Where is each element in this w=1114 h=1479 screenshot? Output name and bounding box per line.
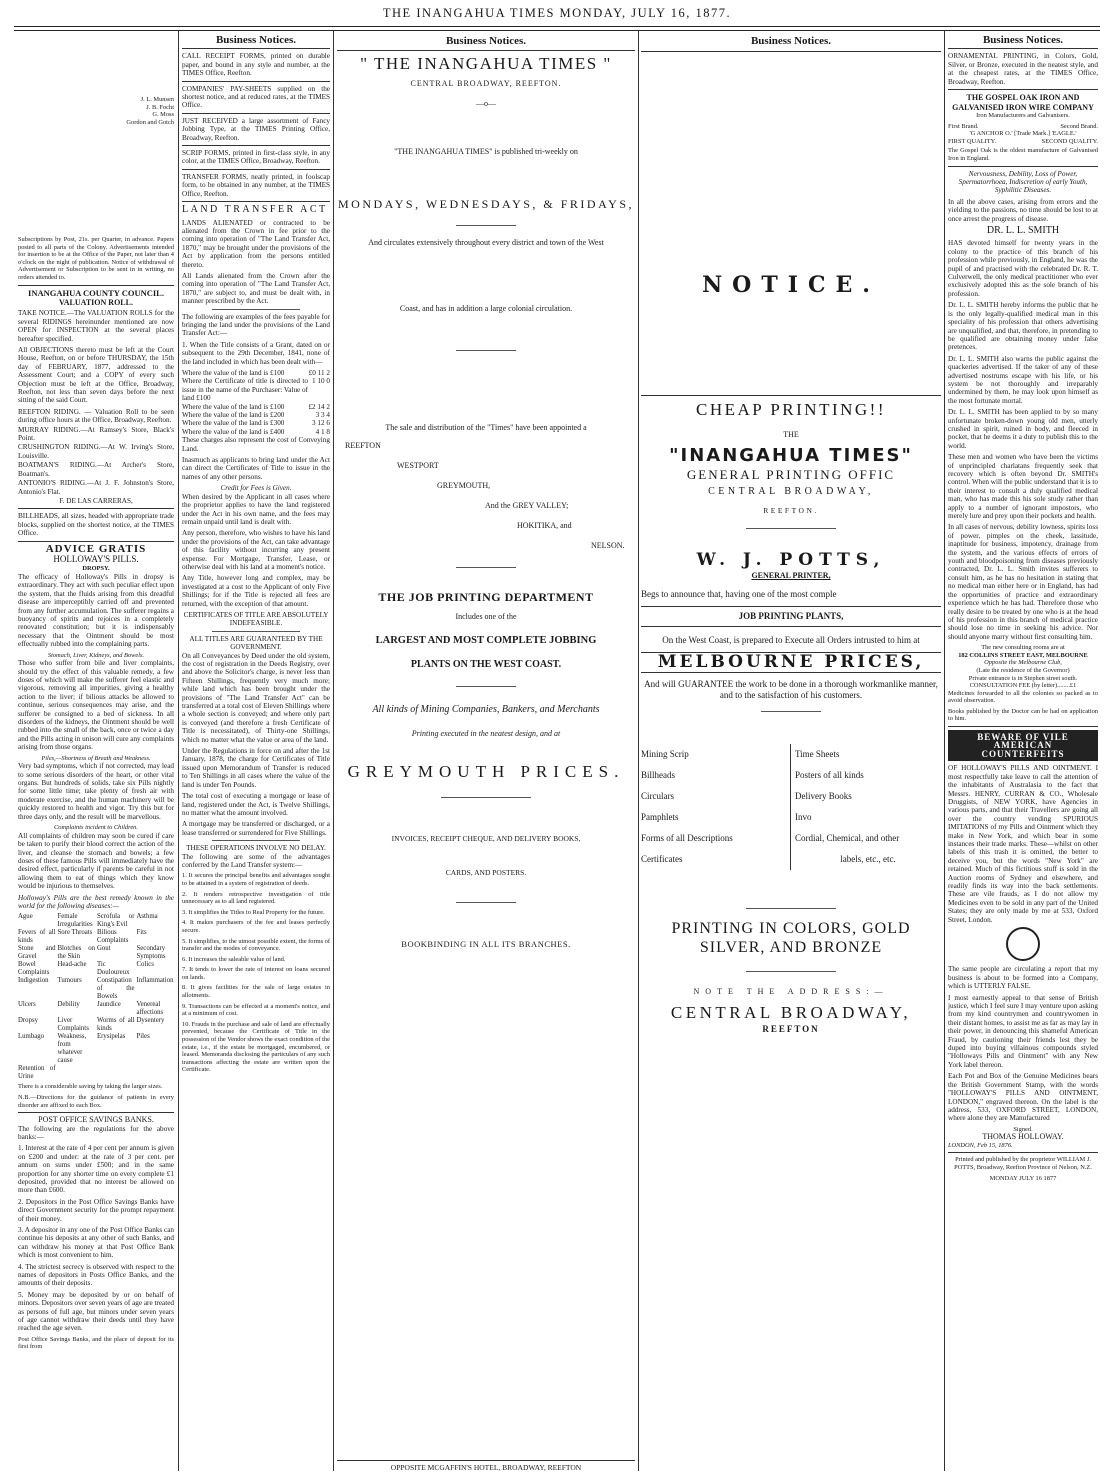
plants-line: JOB PRINTING PLANTS, xyxy=(738,611,844,621)
broadway-line: CENTRAL BROADWAY, xyxy=(708,486,874,497)
mortgage-text: A mortgage may be transferred or discharged, or a lease transferred or surrendered for Five Shillings. xyxy=(182,820,330,837)
disease-item: Head-ache xyxy=(57,961,87,969)
disease-item: Tumours xyxy=(57,977,82,985)
children-title: Complaints incident to Children. xyxy=(54,824,138,832)
largest-line: LARGEST AND MOST COMPLETE JOBBING xyxy=(375,635,597,646)
breath-text: Very bad symptoms, which if not corrected, may lead to some serious disorders of the heart, or other vital organs. But hundreds of solids, take six Pills nightly for some little time; take plenty of fresh air with moderate exercise, and the human machinery will be quickly restored to health and vigor. Try this but for three days only, and the result will be marvellous. xyxy=(18,762,174,821)
total-cost-text: The total cost of executing a mortgage or lease of land, registered under the Act, is Twelve Shillings, no matter what the amount involved. xyxy=(182,792,330,817)
service-item: Mining Scrip xyxy=(641,749,689,759)
invoices-line: INVOICES, RECEIPT CHEQUE, AND DELIVERY BOOKS, xyxy=(391,834,581,843)
riding-item: ANTONIO'S RIDING.—At J. F. Johnston's Store, Antonio's Flat. xyxy=(18,479,174,496)
fee-row xyxy=(182,411,330,419)
fee-amount: 4 1 8 xyxy=(315,427,330,436)
land-intro: LANDS ALIENATED or contracted to be alienated from the Crown in fee prior to the coming into operation of "The Land Transfer Act, 1870," may be brought under the provisions of the Act by application from the persons entitled thereto. xyxy=(182,218,330,269)
masthead-rule-thin xyxy=(14,30,1100,31)
disease-item: Sore Throats xyxy=(57,929,93,937)
billheads-notice: BILLHEADS, all sizes, headed with appropriate trade blocks, supplied on the shortest notice, at the TIMES Office. xyxy=(18,512,174,538)
disease-item: Secondary Symptoms xyxy=(136,945,166,961)
bookbinding-line: BOOKBINDING IN ALL ITS BRANCHES. xyxy=(401,939,571,949)
plants-line: PLANTS ON THE WEST COAST. xyxy=(410,659,562,670)
begs-line: Begs to announce that, having one of the most comple xyxy=(641,589,837,599)
disease-item: Lumbago xyxy=(18,1033,45,1041)
service-item: Time Sheets xyxy=(795,749,840,759)
column-header: Business Notices. xyxy=(215,34,297,46)
holloway-title: HOLLOWAY'S PILLS. xyxy=(53,553,139,564)
london-date: LONDON, Feb 15, 1876. xyxy=(948,1141,1013,1149)
towns-list xyxy=(337,441,635,561)
town: REEFTON xyxy=(345,441,381,450)
valuation-notice: TAKE NOTICE.—The VALUATION ROLLS for the several RIDINGS hereinunder mentioned are now OPEN for INSPECTION at the several places hereafter specified. xyxy=(18,309,174,343)
service-item: labels, etc., etc. xyxy=(840,854,896,864)
ornamental-notice: ORNAMENTAL PRINTING, in Colors, Gold, Silver, or Bronze, executed in the neatest style, and at the cheapest rates, at the TIMES Office, Broadway, Reefton. xyxy=(948,52,1098,86)
disease-item: Worms of all kinds xyxy=(97,1017,135,1033)
town: And the GREY VALLEY; xyxy=(485,501,569,510)
advantage-item: 8. It gives facilities for the sale of large estates in allotments. xyxy=(182,984,330,1000)
services-list xyxy=(641,744,941,870)
fee-table xyxy=(182,369,330,436)
disease-item: Dropsy xyxy=(18,1017,39,1025)
note-address: NOTE THE ADDRESS:— xyxy=(693,987,889,996)
valuation-title: VALUATION ROLL. xyxy=(59,297,133,307)
coast-line: Coast, and has in addition a large colonial circulation. xyxy=(399,304,573,313)
fee-amount: £0 11 2 xyxy=(308,369,330,377)
disease-item: Liver Complaints xyxy=(57,1017,89,1033)
children-text: All complaints of children may soon be cured if care be taken to purify their blood correct the action of the liver, and cleanse the stomach and bowels; a few doses of these famous Pills will immediately have the desired effect, particularly if parents be careful in not allowing them to eat of things which they know would be injurious to themselves. xyxy=(18,831,174,891)
fee-description: Where the value of the land is £100 xyxy=(182,402,285,411)
forwarded-line: Medicines forwarded to all the colonies so packed as to avoid observation. xyxy=(948,689,1098,705)
disease-item: Venereal affections xyxy=(136,1001,164,1017)
postoffice-item: 2. Depositors in the Post Office Savings Banks have direct Government security for the prompt repayment of their money. xyxy=(18,1197,174,1223)
times-address: CENTRAL BROADWAY, REEFTON. xyxy=(410,79,562,88)
disease-item: Gout xyxy=(97,945,111,953)
jobbing-notice: JUST RECEIVED a large assortment of Fancy Jobbing Type, at the TIMES Printing Office, Broadway, Reefton. xyxy=(182,116,330,142)
quality-second: SECOND QUALITY. xyxy=(1041,137,1098,145)
smith-p3: Dr. L. L. SMITH also warns the public against the quackeries advertised. If the taker of any of these advertised nostrums escape with his life, or his system be not thoroughly and irreparably undermined by them, he may look upon himself as the most fortunate mortal. xyxy=(948,354,1098,405)
riding-item: BOATMAN'S RIDING.—At Archer's Store, Boatman's. xyxy=(18,461,174,478)
brand-second: Second Brand. xyxy=(1060,122,1098,130)
cheap-printing: CHEAP PRINTING!! xyxy=(695,400,886,419)
gospel-sub: Iron Manufacturers and Galvanisers. xyxy=(976,112,1070,120)
fee-description: Where the value of the land is £400 xyxy=(182,427,285,436)
advantage-item: 4. It makes purchasers of the fee and leases perfectly secure. xyxy=(182,919,330,934)
riding-item: REEFTON RIDING. — Valuation Roll to be seen during office hours at the Office, Broadway, Reefton. xyxy=(18,407,174,425)
disease-item: Female Irregularities xyxy=(57,913,93,929)
certificates-title: CERTIFICATES OF TITLE ARE ABSOLUTELY INDEFEASIBLE. xyxy=(183,610,329,628)
advantages-intro: The following are some of the advantages conferred by the Land Transfer system:— xyxy=(182,852,330,869)
dropsy-title: DROPSY. xyxy=(82,565,110,573)
the-label: THE xyxy=(783,430,799,439)
column-divider xyxy=(178,30,179,1471)
column-header: Business Notices. xyxy=(982,34,1064,46)
column-divider xyxy=(333,30,334,1471)
fee-row xyxy=(182,419,330,427)
service-item: Billheads xyxy=(641,770,675,780)
guarantee-text: On all Conveyances by Deed under the old system, the cost of registration in the Deeds Registry, over and above the Solicitor's charge, is never less than Fifteen Shillings, frequently very much more; while land which has been brought under the provisions of "The Land Transfer Act" can be transferred at a total cost of Eleven Shillings where a whole section is conveyed; and where only part is conveyed (and therefore a fresh Certificate of Title is necessitated), of Thirty-one Shillings, which no matter what the value or area of the land. xyxy=(182,651,330,744)
disease-item: Debility xyxy=(57,1001,80,1009)
smith-p6: In all cases of nervous, debility lowness, spirits loss of power, pimples on the cheek, lassitude, inaptitude for business, impotency, drainage from the system, and the various effects of errors of youth and bloodpoisoning from diseases previously contracted, Dr. L. L. Smith invites sufferers to consult him, as he has no hesitation in stating that no medical man either here or in England, has had the opportunities of practice and extraordinary experience which he has had. Therefore those who really desire to be treated by one who is at the head of his profession in this branch of medical practice should lose no time in seeking his advice. Nor should anyone marry without first consulting him. xyxy=(948,523,1098,641)
disease-item: Blotches on the Skin xyxy=(57,945,95,961)
service-item: Pamphlets xyxy=(641,812,679,822)
address-line: 182 COLLINS STREET EAST, MELBOURNE xyxy=(958,651,1088,659)
column-3: Business Notices. " THE INANGAHUA TIMES " CENTRAL BROADWAY, REEFTON. —o— "THE INANGAHUA TIMES" is published tri-weekly on MONDAYS, WEDNESDAYS, & FRIDAYS, And circulates extensively throughout every district and town of the West Coast, and has in addition a large colonial circulation. The sale and distribution of the "Times" have been appointed a REEFTON WESTPORT GREYMOUTH, And the GREY VALLEY; HOKITIKA, and NELSON. THE JOB PRINTING DEPARTMENT Includes one of the LARGEST AND MOST COMPLETE JOBBING PLANTS ON THE WEST COAST. All kinds of Mining Companies, Bankers, and Merchants Printing executed in the neatest design, and at GREYMOUTH PRICES. INVOICES, RECEIPT CHEQUE, AND DELIVERY BOOKS, CARDS, AND POSTERS. BOOKBINDING IN ALL ITS BRANCHES. OPPOSITE MCGAFFIN'S HOTEL, BROADWAY, REEFTON xyxy=(338,35,634,1472)
disease-item: Fits xyxy=(136,929,147,937)
masthead-rule xyxy=(14,26,1100,27)
same-people: The same people are circulating a report that my business is about to be formed into a Company, which is UTTERLY FALSE. xyxy=(948,965,1098,991)
rooms-line: The new consulting rooms are at xyxy=(981,644,1065,652)
column-5 xyxy=(948,34,1098,1473)
fees-note: These charges also represent the cost of Conveying Land. xyxy=(182,436,330,453)
advantage-item: 9. Transactions can be effected at a moment's notice, and at a minimum of cost. xyxy=(182,1002,330,1018)
remedy-intro: Holloway's Pills are the best remedy known in the world for the following diseases:— xyxy=(18,893,174,910)
circulates-line: And circulates extensively throughout every district and town of the West xyxy=(368,238,604,247)
trademark-emblem xyxy=(1006,927,1040,961)
gospel-title: THE GOSPEL OAK IRON AND GALVANISED IRON WIRE COMPANY xyxy=(952,93,1094,112)
column-header: Business Notices. xyxy=(750,35,832,47)
disease-item: Bilious Complaints xyxy=(97,929,129,945)
disease-item: Fevers of all kinds xyxy=(18,929,56,945)
advantage-item: 10. Frauds in the purchase and sale of land are effectually prevented, because the Certificate of Title in the possession of the Vendor shows the exact condition of the estate, i.e., if the estate be mortgaged, encumbered, or leased. Memoranda disclosing the particulars of any such transactions affecting the estate are written upon the Certificate. xyxy=(182,1020,330,1074)
town: GREYMOUTH, xyxy=(437,481,491,490)
notice-title: NOTICE. xyxy=(702,272,880,298)
disease-item: Colics xyxy=(136,961,154,969)
smith-p5: These men and women who have been the victims of unprincipled charlatans frequently seek that recovery which is often beyond Dr. SMITH's control. When will the public understand that it is to their interest to consult a duly qualified medical man, who has made this his sole study rather than apply to a number of ignorant impostors, who merely lure and prey upon their pockets and health. xyxy=(948,453,1098,521)
imprint-block: J. L. Munsen J. B. Focht G. Moss Gordon and Gotch xyxy=(126,96,174,126)
greymouth-prices: GREYMOUTH PRICES. xyxy=(347,762,625,781)
postoffice-item: 5. Money may be deposited by or on behalf of minors. Depositors over seven years of age are treated as persons of full age, but minors under seven years of age cannot withdraw their deeds until they have reached the age seven. xyxy=(18,1290,174,1333)
stomach-text: Those who suffer from bile and liver complaints, should try the effect of this valuable remedy, a few doses of which will make the sufferer feel elastic and vigorous, removing all impurities, giving a healthy action to the liver; if bilious attacks be allowed to continue, serious consequences may arise, and the sufferer be consigned to a bed of sickness. In all disorders of the kidneys, the Ointment should be well rubbed into the small of the back, once or twice a day and the Pills acting in unison will cure any complaints arising from those organs. xyxy=(18,659,174,752)
credit-text: When desired by the Applicant in all cases where the proprietor applies to have the land registered under the Act in his own name, and the fees may remain unpaid until land is dealt with. xyxy=(182,492,330,526)
sale-line: The sale and distribution of the "Times" have been appointed a xyxy=(385,423,587,432)
advantage-item: 7. It tends to lower the rate of interest on loans secured on lands. xyxy=(182,966,330,981)
disease-item: Constipation of the Bowels xyxy=(97,977,135,1001)
disease-item: Asthma xyxy=(136,913,158,921)
disease-item: Ulcers xyxy=(18,1001,36,1009)
nb-note: N.B.—Directions for the guidance of patients in every disorder are affixed to each Box. xyxy=(18,1093,174,1109)
disease-item: Piles xyxy=(136,1033,150,1041)
quality-first: FIRST QUALITY. xyxy=(948,137,997,145)
column-4 xyxy=(641,34,941,1473)
ridings-list xyxy=(18,408,174,496)
all-kinds-line: All kinds of Mining Companies, Bankers, and Merchants xyxy=(372,704,600,715)
breath-title: Piles,—Shortness of Breath and Weakness. xyxy=(41,754,151,762)
private-line: Private entrance is in Stephen street south. xyxy=(968,674,1078,682)
times-heading: "INANGAHUA TIMES" xyxy=(669,445,913,466)
fee-row xyxy=(182,428,330,436)
fee-amount: £2 14 2 xyxy=(308,402,330,411)
fee-description: Where the value of the land is £100 xyxy=(182,369,285,377)
neatest-line: Printing executed in the neatest design, and at xyxy=(411,729,561,738)
postoffice-item: 1. Interest at the rate of 4 per cent per annum is given on £200 and under: at the rate of 3 per cent. per annum on sums under £500; and in the same proportion for any shorter time on every complete £1 deposited, provided that no interest be allowed on more than £600. xyxy=(18,1144,174,1195)
fee-amount: 1 10 0 xyxy=(312,377,330,386)
advantage-item: 1. It secures the principal benefits and advantages sought to be attained in a system of registration of deeds. xyxy=(182,872,330,887)
column-1 xyxy=(18,34,174,1473)
fee-row xyxy=(182,403,330,411)
fee-amount: 3 3 4 xyxy=(315,411,330,420)
includes-line: Includes one of the xyxy=(455,612,517,621)
fee-description: Where the value of the land is £200 xyxy=(182,411,285,420)
general-printer: GENERAL PRINTER, xyxy=(751,571,831,580)
nervous-title: Nervousness, Debility, Loss of Power, Spermatorrhoea, Indiscretion of early Youth, Syphilitic Diseases. xyxy=(958,169,1088,195)
land-intro-2: All Lands alienated from the Crown after the coming into operation of "The Land Transfer Act, 1870," are subject to, and must be dealt with, in manner prescribed by the Act. xyxy=(182,271,330,306)
brand-first: First Brand. xyxy=(948,122,979,130)
disease-item: Dysentery xyxy=(136,1017,165,1025)
masthead: THE INANGAHUA TIMES MONDAY, JULY 16, 1877. xyxy=(382,6,732,20)
disease-item: Stone and Gravel xyxy=(18,945,56,961)
any-title: Any Title, however long and complex, may be investigated at a cost to the Applicant of only Five Shillings; for if the Title is rejected all fees are returned, with the exception of that amount. xyxy=(182,574,330,608)
town: WESTPORT xyxy=(397,461,439,470)
advantage-item: 3. It simplifies the Titles to Real Property for the future. xyxy=(182,908,325,916)
fees-text: 1. When the Title consists of a Grant, dated on or subsequent to the 29th December, 1841, none of the land included in which has been dealt with— xyxy=(182,340,330,366)
disease-item: Bowel Complaints xyxy=(18,961,50,977)
late-line: (Late the residence of the Governor) xyxy=(976,666,1070,674)
transfer-notice: TRANSFER FORMS, neatly printed, in foolscap form, to be obtained in any number, at the TIMES Office, Reefton. xyxy=(182,172,330,198)
west-coast-line: On the West Coast, is prepared to Execute all Orders intrusted to him at xyxy=(662,635,920,645)
guarantee-title: ALL TITLES ARE GUARANTEED BY THE GOVERNMENT. xyxy=(189,634,323,652)
disease-item: Retention of Urine xyxy=(18,1065,56,1081)
fee-description: Where the value of the land is £300 xyxy=(182,419,285,428)
nervous-text: In all the above cases, arising from errors and the yielding to the passions, no time should be lost to at once arrest the progress of disease. xyxy=(948,197,1098,223)
issue-date: MONDAY JULY 16 1877 xyxy=(989,1174,1057,1182)
service-item: Cordial, Chemical, and other xyxy=(795,833,900,843)
column-divider xyxy=(944,30,945,1471)
payslips-notice: COMPANIES' PAY-SHEETS supplied on the shortest notice, and at reduced rates, at the TIMES Office. xyxy=(182,84,330,110)
imprint-notes: Subscriptions by Post, 21s. per Quarter, in advance. Papers posted to all parts of the Colony. Advertisements intended for insertion to be at the Office of the Paper, not later than 4 o'clock on the night of publication. Notice of withdrawal of Advertisement or Subscription to be sent in in writing, no orders attended to. xyxy=(18,236,174,281)
riding-item: CRUSHINGTON RIDING.—At W. Irving's Store, Louisville. xyxy=(18,443,174,460)
land-title: LAND TRANSFER ACT xyxy=(182,204,328,216)
gospel-note: The Gospel Oak is the oldest manufacture of Galvanised Iron in England. xyxy=(948,147,1098,162)
fee-row xyxy=(182,377,330,402)
service-item: Delivery Books xyxy=(795,791,852,801)
smith-p2: Dr. L. L. SMITH hereby informs the public that he is the only legally-qualified medical man in this speciality of his profession that others advertising are unqualified, and that, therefore, in pretending to be qualified are obtaining money under false pretences. xyxy=(948,301,1098,352)
disease-item: Indigestion xyxy=(18,977,49,985)
credit-title: Credit for Fees is Given. xyxy=(220,484,292,493)
appeal-text: I most earnestly appeal to that sense of British justice, which I feel sure I may venture upon asking from my kind countrymen and countrywomen in their distant homes, to assist me as far as may lay in their power, in denouncing this shameful American Fraud, by cautioning their friends lest they be duped into buying villainous compounds styled "Holloways Pills and Ointment" with any New York label thereon. xyxy=(948,993,1098,1069)
beware-banner: BEWARE OF VILE AMERICAN COUNTERFEITS xyxy=(948,730,1098,761)
disease-item: Ague xyxy=(18,913,33,921)
service-item: Invo xyxy=(795,812,812,822)
advantage-item: 6. It increases the saleable value of land. xyxy=(182,955,286,963)
disease-item: Erysipelas xyxy=(97,1033,126,1041)
holloway-text: OF HOLLOWAY'S PILLS AND OINTMENT. I most respectfully take leave to call the attention of the inhabitants of Australasia to the fact that Messrs. HENRY, CURRAN & CO., Wholesale Druggists, of NEW YORK, have Agencies in various parts, and that their Travellers are going all over the country vending SPURIOUS IMITATIONS of my Pills and Ointment which they make in New York, and which bear in some instances their trade marks. These—whilst on other labels of this trash it is omitted, the better to deceive you, but the words "New York" are retained. Much of this fictitious stuff is sold in the Auction rooms of Sydney and elsewhere, and readily finds its way into the back settlements. These are vile frauds, as I do not allow my Medicines even to be sold in any part of the United States; they are only made by me at 533, Oxford Street, London. xyxy=(948,764,1098,924)
genuine-text: Each Pot and Box of the Genuine Medicines bears the British Government Stamp, with the words "HOLLOWAY'S PILLS AND OINTMENT, LONDON," engraved thereon. On the label is the address, 533, OXFORD STREET, LONDON, where alone they are Manufactured xyxy=(948,1072,1098,1123)
times-title: " THE INANGAHUA TIMES " xyxy=(360,54,612,73)
disease-item: Jaundice xyxy=(97,1001,121,1009)
postoffice-intro: The following are the regulations for the above banks:— xyxy=(18,1124,174,1141)
guarantee-line: And will GUARANTEE the work to be done in a thorough workmanlike manner, and to the satisfaction of his customers. xyxy=(644,679,938,700)
advantage-item: 2. It renders retrospective investigation of title unnecessary as to all land registered. xyxy=(182,890,330,906)
cards-line: CARDS, AND POSTERS. xyxy=(445,868,527,877)
address-footer: OPPOSITE MCGAFFIN'S HOTEL, BROADWAY, REEFTON xyxy=(337,1460,635,1473)
column-divider xyxy=(638,30,639,1471)
objections: All OBJECTIONS thereto must be left at the Court House, Reefton, on or before THURSDAY, the 15th day of FEBRUARY, 1877, addressed to the Assessment Court; and a COPY of every such Objection must be left at the Office, Broadway, Reefton, not less than seven days before the next sitting of the said Court. xyxy=(18,346,174,405)
reefton-line: REEFTON. xyxy=(763,506,819,515)
stomach-title: Stomach, Liver, Kidneys, and Bowels. xyxy=(47,651,145,659)
fees-intro: The following are examples of the fees payable for bringing the land under the provisions of the Land Transfer Act:— xyxy=(182,312,330,338)
holloway-signature: THOMAS HOLLOWAY. xyxy=(982,1132,1064,1142)
fee-row xyxy=(182,369,330,377)
general-printing: GENERAL PRINTING OFFIC xyxy=(686,467,896,482)
melbourne-prices: MELBOURNE PRICES, xyxy=(657,652,925,672)
diseases-table xyxy=(18,913,174,1081)
column-2 xyxy=(182,34,330,1473)
receipt-notice: CALL RECEIPT FORMS, printed on durable paper, and bound in any style and number, at the TIMES Office, Reefton. xyxy=(182,52,330,78)
smith-p4: Dr. L. L. SMITH has been applied to by so many unfortunate broken-down young old men, utterly crushed in spirit, ruined in body, and fleeced in pocket, that he deems it a duty to publish this to the world. xyxy=(948,408,1098,450)
saving-note: There is a considerable saving by taking the larger sizes. xyxy=(18,1083,163,1091)
days-line: MONDAYS, WEDNESDAYS, & FRIDAYS, xyxy=(338,197,634,211)
published-line: "THE INANGAHUA TIMES" is published tri-weekly on xyxy=(394,147,578,156)
potts-name: W. J. POTTS, xyxy=(696,550,886,570)
advice-title: ADVICE GRATIS xyxy=(45,542,147,555)
colors-line: PRINTING IN COLORS, GOLD SILVER, AND BRONZE xyxy=(671,920,911,956)
advantage-item: 5. It simplifies, to the utmost possible extent, the forms of transfer and the modes of conveyance. xyxy=(182,937,330,953)
smith-title: DR. L. L. SMITH xyxy=(986,225,1060,237)
printed-by: Printed and published by the proprietor WILLIAM J. POTTS, Broadway, Reefton Province of Nelson, N.Z. xyxy=(954,1156,1092,1171)
service-item: Circulars xyxy=(641,791,674,801)
reefton-footer: REEFTON xyxy=(762,1024,820,1034)
brand-marks: 'G ANCHOR O.' [Trade Mark.] 'EAGLE.' xyxy=(969,130,1077,138)
job-dept: THE JOB PRINTING DEPARTMENT xyxy=(378,590,594,604)
disease-item: Scrofula or King's Evil xyxy=(97,913,135,929)
books-line: Books published by the Doctor can be had on application to him. xyxy=(948,707,1098,723)
dropsy-text: The efficacy of Holloway's Pills in dropsy is extraordinary. They act with such peculiar effect upon the system, that the fluids arising from this dreadful disease are imperceptibly carried off and prevented from any further accumulation. The sufferer regains a buoyancy of spirits and rejoices in a completely renovated constitution; but it is indispensably necessary that the Ointment should be most effectually rubbed into the complaining parts. xyxy=(18,572,174,649)
bottom-fragment: Post Office Savings Banks, and the place of deposit for its first from xyxy=(18,1335,174,1351)
central-broadway: CENTRAL BROADWAY, xyxy=(670,1003,912,1022)
scrip-notice: SCRIP FORMS, printed in first-class style, in any color, at the TIMES Office, Broadway, Reefton. xyxy=(182,149,330,166)
fee-description: Where the Certificate of title is directed to issue in the name of the Purchaser: Value of land £100 xyxy=(182,377,309,403)
regulations-text: Under the Regulations in force on and after the 1st January, 1878, the charge for Certificates of Title issued upon Memorandum of Transfer is reduced to Ten Shillings in all cases where the value of the land is under Ten Pounds. xyxy=(182,747,330,789)
postoffice-item: 3. A depositor in any one of the Post Office Banks can continue his deposits at any other of such Banks, and can withdraw his money at that Post Office Bank which is most convenient to him. xyxy=(18,1226,174,1260)
opposite-line: Opposite the Melbourne Club, xyxy=(984,659,1062,667)
fee-line: CONSULTATION FEE (by letter)........£1 xyxy=(969,682,1077,690)
inasmuch: Inasmuch as applicants to bring land under the Act can direct the Certificates of Title to issue in the names of any other persons. xyxy=(182,456,330,481)
disease-item: Inflammation xyxy=(136,977,174,985)
signer: F. DE LAS CARRERAS, xyxy=(59,496,133,505)
postoffice-item: 4. The strictest secrecy is observed with respect to the names of depositors in Posts Office Banks, and the amounts of their deposits. xyxy=(18,1262,174,1288)
service-item: Certificates xyxy=(641,854,683,864)
town: HOKITIKA, and xyxy=(517,521,572,530)
disease-item: Tic Douloureux xyxy=(97,961,130,977)
delay-title: THESE OPERATIONS INVOLVE NO DELAY. xyxy=(186,844,326,853)
service-item: Forms of all Descriptions xyxy=(641,833,733,843)
service-item: Posters of all kinds xyxy=(795,770,864,780)
fee-amount: 3 12 6 xyxy=(312,419,330,428)
any-person: Any person, therefore, who wishes to have his land under the provisions of the Act, can take advantage of this facility without incurring any present expense. For Mortgage, Transfer, Lease, or otherwise deal with his land at a moment's notice. xyxy=(182,529,330,571)
council-title: INANGAHUA COUNTY COUNCIL. xyxy=(28,287,164,298)
town: NELSON. xyxy=(591,541,625,550)
disease-item: Weakness, from whatever cause xyxy=(57,1033,87,1065)
postoffice-title: POST OFFICE SAVINGS BANKS. xyxy=(38,1115,154,1125)
signed: Signed. xyxy=(1013,1125,1033,1133)
smith-text: HAS devoted himself for twenty years in the colony to the practice of this branch of his profession while previously, in England, he was the pupil of and practised with the celebrated Dr. R. T. Culverwell, the only medical practitioner who ever exclusively adopted this as the sole branch of his profession. xyxy=(948,239,1098,298)
riding-item: MURRAY RIDING.—At Ramsey's Store, Black's Point. xyxy=(18,425,174,443)
column-header: Business Notices. xyxy=(445,35,527,47)
